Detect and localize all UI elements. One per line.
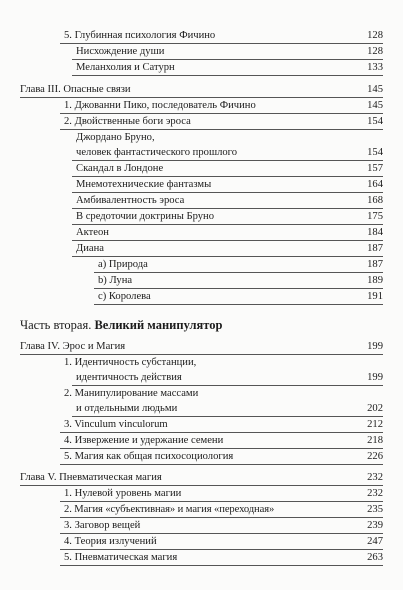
- rule: [72, 59, 383, 60]
- rule: [20, 485, 383, 486]
- chapter-title: Глава IV. Эрос и Магия: [20, 341, 126, 352]
- rule: [72, 240, 383, 241]
- toc-entry: c) Королева: [98, 291, 151, 302]
- toc-entry: 1. Нулевой уровень магии: [64, 488, 182, 499]
- rule: [60, 565, 383, 566]
- rule: [60, 432, 383, 433]
- page-number: 263: [367, 552, 383, 563]
- rule: [72, 416, 383, 417]
- rule: [20, 97, 383, 98]
- rule: [60, 129, 383, 130]
- page-number: 154: [367, 116, 383, 127]
- toc-entry: 2. Манипулирование массами: [64, 388, 199, 399]
- page-number: 145: [367, 84, 383, 95]
- page-number: 157: [367, 163, 383, 174]
- toc-entry: 3. Заговор вещей: [64, 520, 141, 531]
- toc-entry: Нисхождение души: [76, 46, 165, 57]
- toc-entry: 4. Теория излучений: [64, 536, 157, 547]
- rule: [72, 385, 383, 386]
- part-prefix: Часть вторая.: [20, 318, 92, 332]
- page-number: 128: [367, 46, 383, 57]
- toc-entry: и отдельными людьми: [76, 403, 178, 414]
- page-number: 247: [367, 536, 383, 547]
- rule: [60, 113, 383, 114]
- rule: [72, 224, 383, 225]
- chapter-title: Глава III. Опасные связи: [20, 84, 131, 95]
- page-number: 226: [367, 451, 383, 462]
- page-number: 202: [367, 403, 383, 414]
- rule: [72, 192, 383, 193]
- page-number: 199: [367, 372, 383, 383]
- toc-entry: Джордано Бруно,: [76, 132, 155, 143]
- page-number: 164: [367, 179, 383, 190]
- page-number: 235: [367, 504, 383, 515]
- rule: [60, 464, 383, 465]
- page-number: 212: [367, 419, 383, 430]
- toc-entry: a) Природа: [98, 259, 148, 270]
- page-number: 128: [367, 30, 383, 41]
- page-number: 199: [367, 341, 383, 352]
- page-number: 133: [367, 62, 383, 73]
- rule: [94, 272, 383, 273]
- page-number: 145: [367, 100, 383, 111]
- page-number: 239: [367, 520, 383, 531]
- toc-entry: 1. Идентичность субстанции,: [64, 357, 197, 368]
- rule: [72, 256, 383, 257]
- rule: [60, 501, 383, 502]
- toc-entry: 3. Vinculum vinculorum: [64, 419, 168, 430]
- rule: [72, 176, 383, 177]
- rule: [94, 288, 383, 289]
- page-number: 232: [367, 488, 383, 499]
- page-number: 175: [367, 211, 383, 222]
- rule: [72, 160, 383, 161]
- rule: [72, 75, 383, 76]
- toc-entry: 5. Магия как общая психосоциология: [64, 451, 234, 462]
- toc-entry: b) Луна: [98, 275, 133, 286]
- toc-entry: 2. Магия «субъективная» и магия «переходная»: [64, 504, 275, 515]
- toc-entry: Скандал в Лондоне: [76, 163, 164, 174]
- rule: [60, 517, 383, 518]
- toc-entry: 1. Джованни Пико, последователь Фичино: [64, 100, 256, 111]
- toc-entry: Амбивалентность эроса: [76, 195, 185, 206]
- rule: [60, 448, 383, 449]
- toc-entry: Меланхолия и Сатурн: [76, 62, 175, 73]
- toc-entry: 5. Пневматическая магия: [64, 552, 178, 563]
- page-number: 184: [367, 227, 383, 238]
- toc-entry: 2. Двойственные боги эроса: [64, 116, 191, 127]
- page-number: 168: [367, 195, 383, 206]
- toc-entry: Актеон: [76, 227, 109, 238]
- part-name: Великий манипулятор: [94, 318, 223, 332]
- toc-entry: 4. Извержение и удержание семени: [64, 435, 224, 446]
- page-number: 232: [367, 472, 383, 483]
- toc-entry: Мнемотехнические фантазмы: [76, 179, 212, 190]
- chapter-title: Глава V. Пневматическая магия: [20, 472, 162, 483]
- toc-entry: 5. Глубинная психология Фичино: [64, 30, 216, 41]
- rule: [20, 354, 383, 355]
- page-number: 154: [367, 147, 383, 158]
- page-number: 218: [367, 435, 383, 446]
- page-number: 187: [367, 243, 383, 254]
- rule: [60, 549, 383, 550]
- toc-entry: идентичность действия: [76, 372, 182, 383]
- rule: [94, 304, 383, 305]
- rule: [72, 208, 383, 209]
- toc-entry: Диана: [76, 243, 104, 254]
- rule: [60, 43, 383, 44]
- toc-entry: человек фантастического прошлого: [76, 147, 238, 158]
- page-number: 187: [367, 259, 383, 270]
- page-number: 189: [367, 275, 383, 286]
- rule: [60, 533, 383, 534]
- page-number: 191: [367, 291, 383, 302]
- toc-entry: В средоточии доктрины Бруно: [76, 211, 215, 222]
- part-title: [20, 318, 222, 333]
